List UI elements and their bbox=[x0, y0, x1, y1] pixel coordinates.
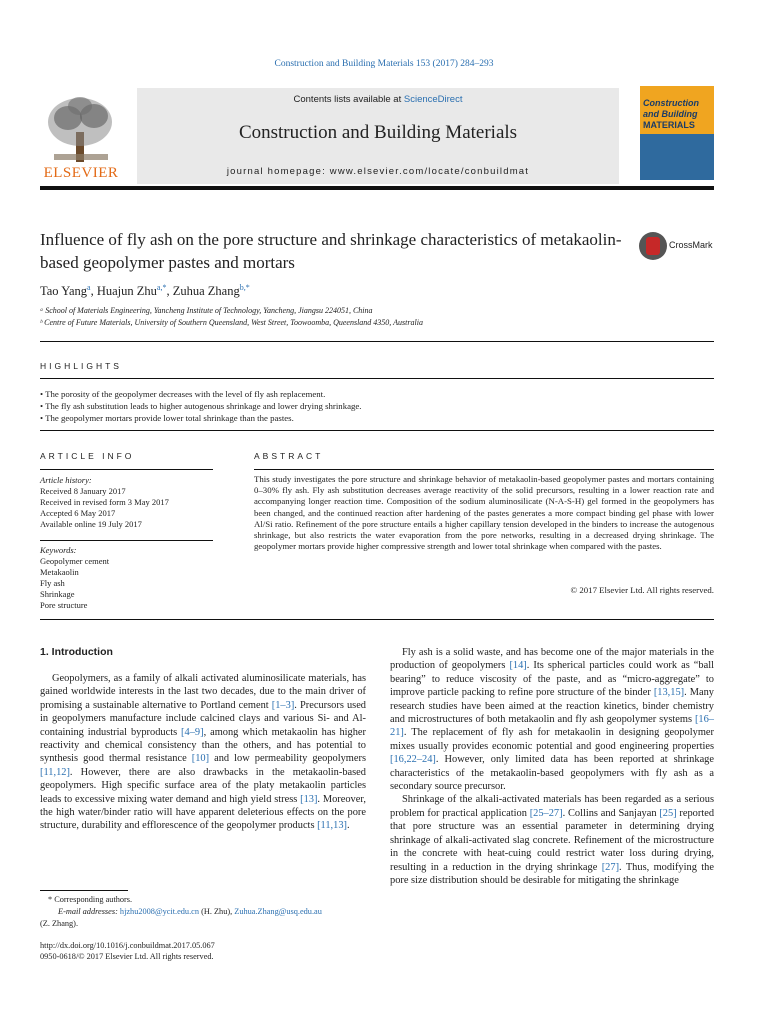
journal-cover-title: Construction and Building MATERIALS bbox=[643, 98, 699, 130]
crossmark-label[interactable]: CrossMark bbox=[669, 240, 713, 250]
history-item: Available online 19 July 2017 bbox=[40, 519, 142, 529]
email-link[interactable]: hjzhu2008@ycit.edu.cn bbox=[119, 907, 199, 916]
author-name: Tao Yang bbox=[40, 284, 88, 299]
body-text: . Collins and Sanjayan bbox=[562, 807, 660, 819]
highlight-item: • The porosity of the geopolymer decreases with the level of fly ash replacement. bbox=[40, 389, 326, 399]
citation-ref-link[interactable]: [1–3] bbox=[271, 699, 295, 711]
body-text: and low permeability geopolymers bbox=[209, 753, 366, 765]
article-title: Influence of fly ash on the pore structure and shrinkage characteristics of metakaolin-based geopolymer pastes and mortars bbox=[40, 230, 622, 272]
body-text: . Precursors used in geopolymers manufacture include calcined clays and various Si- and Al-containing industrial byproducts bbox=[40, 699, 367, 738]
intro-paragraph bbox=[390, 793, 714, 887]
journal-citation[interactable]: Construction and Building Materials 153 (2017) 284–293 bbox=[274, 59, 494, 69]
history-label: Article history: bbox=[40, 475, 92, 485]
body-text: reported that pore structure was an essential parameter in determining drying shrinkage of alkali-activated slag concrete. Refinement of the microstructure in the concrete with heat-cuing could restrict water loss during drying, resulting in a reduction in the drying shrinkage bbox=[390, 807, 715, 873]
article-info-heading: ARTICLE INFO bbox=[40, 451, 135, 461]
highlight-item: • The geopolymer mortars provide lower total shrinkage than the pastes. bbox=[40, 413, 294, 423]
citation-ref-link[interactable]: [25–27] bbox=[529, 807, 563, 819]
keyword: Shrinkage bbox=[40, 589, 75, 599]
body-text: Geopolymers, as a family of alkali activated aluminosilicate materials, has gained worldwide interests in the last two decades, due to the main driver of promising a sustainable alternative to Portland cement bbox=[40, 673, 366, 711]
citation-ref-link[interactable]: [25] bbox=[659, 807, 677, 819]
citation-ref-link[interactable]: [11,13] bbox=[317, 820, 348, 832]
crossmark-bookmark-icon bbox=[646, 237, 660, 255]
citation-ref-link[interactable]: [16–21] bbox=[390, 714, 714, 739]
body-text: . The replacement of fly ash for metakaolin in designing geopolymer mixes usually provides economic potential and good engineering properties bbox=[390, 727, 714, 752]
abstract-text: This study investigates the pore structure and shrinkage behavior of metakaolin-based geopolymer pastes and mortars containing 0–30% fly ash. Fly ash substitution decreases average reactivity of the solid precursors, resulting in a lower reaction rate and accompanying longer reaction time. Composition of the sodium aluminosilicate (N-A-S-H) gel formed in the geopolymers has been changed, and the continued reaction after hardening of the pastes generates a more compact binding gel phase with lower Al/Si ratio. Refinement of the pore structure entails a higher capillary tension developed in the binders to increase the autogenous shrinkage, but also restricts the water evaporation from the pore networks, resulting in a decreased drying shrinkage. The geopolymer mortars provide higher compressive strength and lower total shrinkage when compared with the pastes. bbox=[254, 474, 714, 552]
highlight-item: • The fly ash substitution leads to higher autogenous shrinkage and lower drying shrinkage. bbox=[40, 401, 362, 411]
divider bbox=[40, 540, 213, 541]
divider bbox=[40, 341, 714, 342]
doi-link[interactable]: http://dx.doi.org/10.1016/j.conbuildmat.2017.05.067 bbox=[40, 941, 215, 950]
header-rule bbox=[40, 186, 714, 190]
issn-line: 0950-0618/© 2017 Elsevier Ltd. All rights reserved. bbox=[40, 952, 214, 961]
contents-available-line: Contents lists available at ScienceDirect bbox=[293, 94, 463, 105]
body-text: . However, only limited data has been reported at shrinkage characteristics of the metakaolin-based geopolymers with fly ash as a secondary source precursor. bbox=[390, 754, 714, 793]
body-text: . Thus, modifying the pore size distribution should be desirable for mitigating the shrinkage bbox=[390, 861, 714, 886]
keyword: Pore structure bbox=[40, 600, 88, 610]
divider bbox=[40, 378, 714, 379]
citation-ref-link[interactable]: [11,12] bbox=[40, 766, 70, 778]
body-text: . However, there are also drawbacks in the metakaolin-based geopolymers. High specific surface area of the platy metakaolin particles leads to excessive mixing water demand and high yield stress bbox=[40, 766, 366, 805]
email-link[interactable]: Zuhua.Zhang@usq.edu.au bbox=[234, 907, 322, 916]
citation-ref-link[interactable]: [4–9] bbox=[181, 726, 204, 738]
citation-ref-link[interactable]: [13] bbox=[300, 793, 318, 805]
citation-ref-link[interactable]: [10] bbox=[191, 753, 210, 765]
section-heading-introduction: 1. Introduction bbox=[40, 646, 113, 658]
author-list: Tao Yang$^a$, Huajun Zhu$^{a,*}$, Zuhua Zhang$^{b,*}$ bbox=[40, 283, 250, 299]
history-item: Accepted 6 May 2017 bbox=[40, 508, 116, 518]
journal-homepage[interactable]: journal homepage: www.elsevier.com/locate/conbuildmat bbox=[226, 166, 530, 177]
citation-ref-link[interactable]: [14] bbox=[509, 660, 527, 672]
citation-ref-link[interactable]: [16,22–24] bbox=[390, 754, 436, 766]
body-text: . Moreover, the high water/binder ratio will have apparent deleterious effects on the pore structure, durability and efflorescence of the geopolymer products bbox=[40, 793, 366, 832]
author-name: Zuhua Zhang bbox=[172, 284, 240, 299]
keyword: Fly ash bbox=[40, 578, 65, 588]
history-item: Received in revised form 3 May 2017 bbox=[40, 497, 169, 507]
abstract-heading: ABSTRACT bbox=[254, 451, 324, 461]
citation-ref-link[interactable]: [27] bbox=[601, 861, 620, 873]
intro-paragraph bbox=[40, 672, 366, 833]
divider bbox=[40, 469, 213, 470]
intro-right-column bbox=[390, 646, 714, 887]
body-text: . Its spherical particles could work as “ball bearing” to reduce viscosity of the paste, and as “micro-aggregate” to improve particle packing to refine pore structure of the binder bbox=[390, 660, 714, 699]
divider bbox=[40, 619, 714, 620]
divider bbox=[254, 469, 714, 470]
citation-ref-link[interactable]: [13,15] bbox=[653, 687, 685, 699]
intro-left-column bbox=[40, 672, 366, 833]
sciencedirect-link[interactable]: ScienceDirect bbox=[403, 94, 463, 105]
body-text: , among which metakaolin has higher reactivity and chemical consistency than the others, and has potential to synthesis good thermal resistance bbox=[40, 726, 366, 765]
history-item: Received 8 January 2017 bbox=[40, 486, 126, 496]
highlights-heading: HIGHLIGHTS bbox=[40, 361, 122, 371]
author-name: Huajun Zhu bbox=[96, 284, 157, 299]
journal-title: Construction and Building Materials bbox=[238, 122, 518, 143]
abstract-copyright: © 2017 Elsevier Ltd. All rights reserved. bbox=[570, 585, 714, 595]
publisher-wordmark: ELSEVIER bbox=[43, 165, 119, 181]
body-text: . bbox=[347, 820, 350, 832]
keyword: Geopolymer cement bbox=[40, 556, 110, 566]
intro-paragraph bbox=[390, 646, 714, 793]
footnote-rule bbox=[40, 890, 128, 891]
divider bbox=[40, 430, 714, 431]
email-addresses: E-mail addresses: hjzhu2008@ycit.edu.cn (H. Zhu), Zuhua.Zhang@usq.edu.au bbox=[58, 907, 322, 916]
body-text: Fly ash is a solid waste, and has become one of the major materials in the production of geopolymers bbox=[390, 647, 714, 672]
email-owner: (Z. Zhang). bbox=[40, 919, 79, 928]
keywords-label: Keywords: bbox=[40, 545, 77, 555]
body-text: . Many research studies have been aimed at the reaction kinetics, binder chemistry and microstructures of both metakaolin and fly ash geopolymer systems bbox=[390, 687, 714, 726]
affiliation-b: ᵇ Centre of Future Materials, University of Southern Queensland, West Street, Toowoomba, Queensland 4350, Australia bbox=[40, 318, 423, 327]
affiliation-a: ᵃ School of Materials Engineering, Yancheng Institute of Technology, Yancheng, Jiangsu 224051, China bbox=[40, 306, 373, 315]
body-text: Shrinkage of the alkali-activated materials has been regarded as a serious problem for practical application bbox=[390, 794, 714, 819]
corresponding-author-note: * Corresponding authors. bbox=[48, 895, 133, 904]
keyword: Metakaolin bbox=[40, 567, 79, 577]
